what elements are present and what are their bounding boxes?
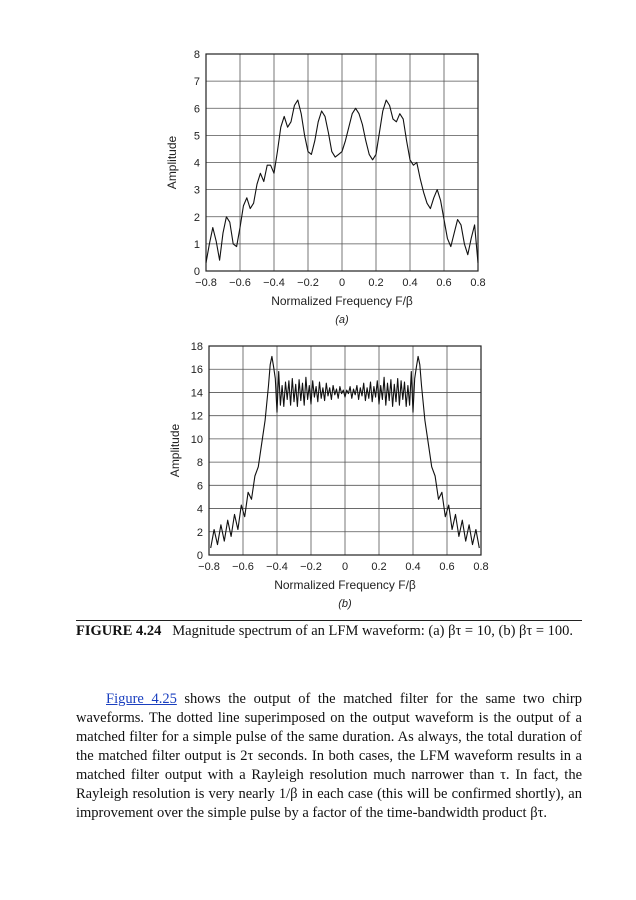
x-tick-label: 0.2 (368, 277, 384, 289)
caption-text: Magnitude spectrum of an LFM waveform: (a) βτ = 10, (b) βτ = 100. (172, 623, 574, 639)
x-tick-label: 0 (338, 277, 346, 289)
x-tick-label: 0.8 (473, 561, 489, 573)
chart-a (0, 40, 636, 334)
x-tick-label: 0.4 (405, 561, 421, 573)
chart-b (0, 338, 636, 618)
x-tick-label: −0.4 (266, 561, 288, 573)
x-tick-label: −0.4 (263, 277, 285, 289)
x-axis-label: Normalized Frequency F/β (271, 294, 413, 308)
x-tick-label: 0.2 (371, 561, 387, 573)
y-tick-label: 18 (190, 341, 203, 353)
y-tick-label: 14 (190, 387, 203, 400)
caption-rule (76, 620, 582, 621)
x-axis-label: Normalized Frequency F/β (274, 578, 416, 592)
caption-number: 4.24 (136, 623, 162, 639)
x-tick-label: 0 (341, 561, 349, 573)
y-tick-label: 16 (190, 364, 203, 377)
chart-b-svg (0, 338, 636, 618)
y-tick-label: 4 (196, 503, 203, 516)
y-tick-label: 8 (196, 457, 203, 470)
x-tick-label: 0.6 (439, 561, 455, 573)
y-tick-label: 1 (193, 238, 200, 251)
y-axis-label: Amplitude (165, 135, 179, 190)
x-tick-label: −0.2 (297, 277, 319, 289)
figure-caption (76, 622, 582, 640)
x-tick-label: −0.8 (195, 277, 217, 289)
x-tick-label: −0.8 (198, 561, 220, 573)
y-tick-label: 12 (190, 410, 203, 423)
body-text: shows the output of the matched filter for the same two chirp waveforms. The dotted line superimposed on the output waveform is the output of a matched filter for a simple pulse of the same duration. As always, the total duration of the matched filter output is 2τ seconds. In both cases, the LFM waveform results in a matched filter output with a Rayleigh resolution much narrower than τ. In fact, the Rayleigh resolution is very nearly 1/β in each case (this will be confirmed shortly), an improvement over the simple pulse by a factor of the time-bandwidth product βτ. (76, 691, 582, 821)
y-tick-label: 2 (193, 211, 200, 224)
y-axis-label: Amplitude (168, 423, 182, 478)
chart-a-svg (0, 40, 636, 334)
y-tick-label: 8 (193, 49, 200, 61)
y-tick-label: 6 (196, 480, 203, 493)
panel-label: (b) (338, 598, 352, 610)
y-tick-label: 2 (196, 526, 203, 539)
x-tick-label: 0.4 (402, 277, 418, 289)
x-tick-label: −0.2 (300, 561, 322, 573)
y-tick-label: 5 (193, 130, 200, 143)
chart-a-group (165, 49, 486, 326)
chart-b-group (168, 341, 489, 610)
x-tick-label: −0.6 (229, 277, 251, 289)
caption-label: FIGURE (76, 623, 133, 639)
y-tick-label: 10 (190, 433, 203, 446)
y-tick-label: 0 (193, 266, 200, 278)
panel-label: (a) (335, 314, 349, 326)
x-tick-label: 0.8 (470, 277, 486, 289)
y-tick-label: 0 (196, 550, 203, 562)
x-tick-label: 0.6 (436, 277, 452, 289)
x-tick-label: −0.6 (232, 561, 254, 573)
y-tick-label: 3 (193, 184, 200, 197)
figure-link[interactable]: Figure 4.25 (106, 691, 177, 707)
y-tick-label: 7 (193, 76, 200, 89)
body-paragraph (76, 690, 582, 823)
y-tick-label: 4 (193, 157, 200, 170)
y-tick-label: 6 (193, 103, 200, 116)
